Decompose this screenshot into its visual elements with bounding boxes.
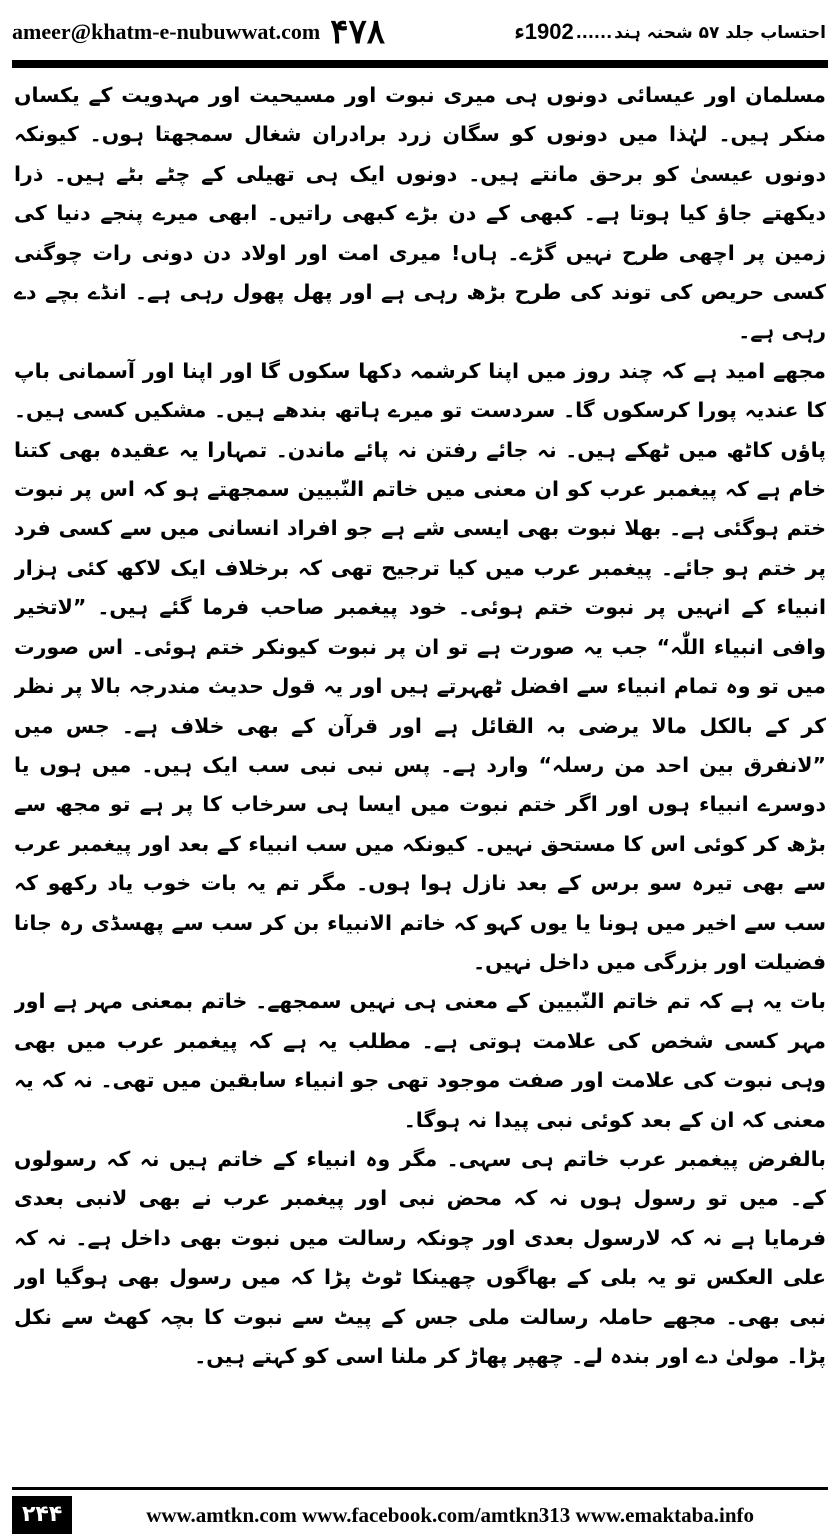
page-footer [12, 1494, 828, 1536]
header-right [514, 19, 826, 45]
footer-rule [12, 1487, 828, 1490]
header-dots: ...... [575, 22, 613, 42]
paragraph-2-end: “ وارد ہے۔ پس نبی نبی سب ایک ہیں۔ میں ہوں یا دوسرے انبیاء ہوں اور اگر ختم نبوت میں ایسا ہی سرخاب کا پر ہے تو مجھ سے بڑھ کر کوئی اس کا مستحق نہیں۔ کیونکہ میں سب انبیاء کے بعد اور پیغمبر عرب سے بھی تیرہ سو برس کے بعد نازل ہوا ہوں۔ مگر تم یہ بات خوب یاد رکھو کہ سب سے اخیر میں ہونا یا یوں کہو کہ خاتم الانبیاء بن کر سب سے پھسڈی رہ جانا فضیلت اور بزرگی میں داخل نہیں۔ [14, 752, 826, 974]
page-header [12, 10, 826, 54]
header-left [12, 12, 385, 52]
paragraph-3: بات یہ ہے کہ تم خاتم النّبیین کے معنی ہی نہیں سمجھے۔ خاتم بمعنی مہر ہے اور مہر کسی شخص کی علامت ہوتی ہے۔ مطلب یہ ہے کہ پیغمبر عرب میں بھی وہی نبوت کی علامت اور صفت موجود تھی جو انبیاء سابقین میں تھی۔ نہ کہ یہ معنی کہ ان کے بعد کوئی نبی پیدا نہ ہوگا۔ [14, 989, 826, 1132]
website-links[interactable]: www.amtkn.com www.facebook.com/amtkn313 www.emaktaba.info [146, 1502, 755, 1527]
header-rule [12, 60, 828, 68]
paragraph-2-text: مجھے امید ہے کہ چند روز میں اپنا کرشمہ دکھا سکوں گا اور اپنا اور آسمانی باپ کا عندیہ پورا کرسکوں گا۔ سردست تو میرے ہاتھ بندھے ہیں۔ مشکیں کسی ہیں۔ پاؤں کاٹھ میں ٹھکے ہیں۔ نہ جائے رفتن نہ پائے ماندن۔ تمہارا یہ عقیدہ بھی کتنا خام ہے کہ پیغمبر عرب کو ان معنی میں خاتم النّبیین سمجھتے ہو کہ اس پر نبوت ختم ہوگئی ہے۔ بھلا نبوت بھی ایسی شے ہے جو افراد انسانی میں سے کسی فرد پر ختم ہو جائے۔ پیغمبر عرب میں کیا ترجیح تھی کہ برخلاف ایک لاکھ کئی ہزار انبیاء کے انہیں پر نبوت ختم ہوئی۔ خود پیغمبر صاحب فرما گئے ہیں۔ ” [14, 358, 826, 620]
page-number: ۴۷۸ [330, 14, 386, 51]
paragraph-4: بالفرض پیغمبر عرب خاتم ہی سہی۔ مگر وہ انبیاء کے خاتم ہیں نہ کہ رسولوں کے۔ میں تو رسول ہوں نہ کہ محض نبی اور پیغمبر عرب نے بھی لانبی بعدی فرمایا ہے نہ کہ لارسول بعدی اور چونکہ رسالت میں نبوت بھی داخل ہے۔ نہ کہ علی العکس تو یہ بلی کے بھاگوں چھینکا ٹوٹ پڑا کہ میں رسول بھی ہوگیا اور نبی بھی۔ مجھے حاملہ رسالت ملی جس کے پیٹ سے نبوت کا بچہ کھٹ سے نکل پڑا۔ مولیٰ دے اور بندہ لے۔ چھپر پھاڑ کر ملنا اسی کو کہتے ہیں۔ [14, 1146, 826, 1368]
quote-hadith: لاتخیر وافی انبیاء اللّٰہ [14, 595, 826, 659]
year: 1902ء [514, 19, 574, 44]
paragraph-1: مسلمان اور عیسائی دونوں ہی میری نبوت اور مسیحیت اور مہدویت کے یکساں منکر ہیں۔ لہٰذا میں دونوں کو سگان زرد برادران شغال سمجھتا ہوں۔ کیونکہ دونوں عیسیٰ کو برحق مانتے ہیں۔ دونوں ایک ہی تھیلی کے چٹے بٹے ہیں۔ ذرا دیکھتے جاؤ کیا ہوتا ہے۔ کبھی کے دن بڑے کبھی راتیں۔ ابھی میرے پنجے دنیا کی زمین پر اچھی طرح نہیں گڑے۔ ہاں! میری امت اور اولاد دن دونی رات چوگنی کسی حریص کی توند کی طرح بڑھ رہی ہے اور پھل پھول رہی ہے۔ انڈے بچے دے رہی ہے۔ [14, 83, 826, 344]
paragraph-2-cont: “ جب یہ صورت ہے تو ان پر نبوت کیونکر ختم ہوئی۔ اس صورت میں تو وہ تمام انبیاء سے افضل ٹھہرتے ہیں اور یہ قول حدیث مندرجہ بالا پر نظر کر کے بالکل مالا یرضی بہ القائل ہے اور قرآن کے بھی خلاف ہے۔ جس میں ” [14, 634, 826, 777]
quote-quran: لانفرق بین احد من رسلہ [551, 752, 813, 777]
book-page-number: ۲۴۴ [12, 1496, 72, 1534]
email-address[interactable]: ameer@khatm-e-nubuwwat.com [12, 19, 321, 44]
paragraph-2 [14, 352, 826, 983]
series-title: احتساب جلد ۵۷ شحنہ ہند [614, 22, 826, 43]
body-text [14, 76, 826, 1421]
